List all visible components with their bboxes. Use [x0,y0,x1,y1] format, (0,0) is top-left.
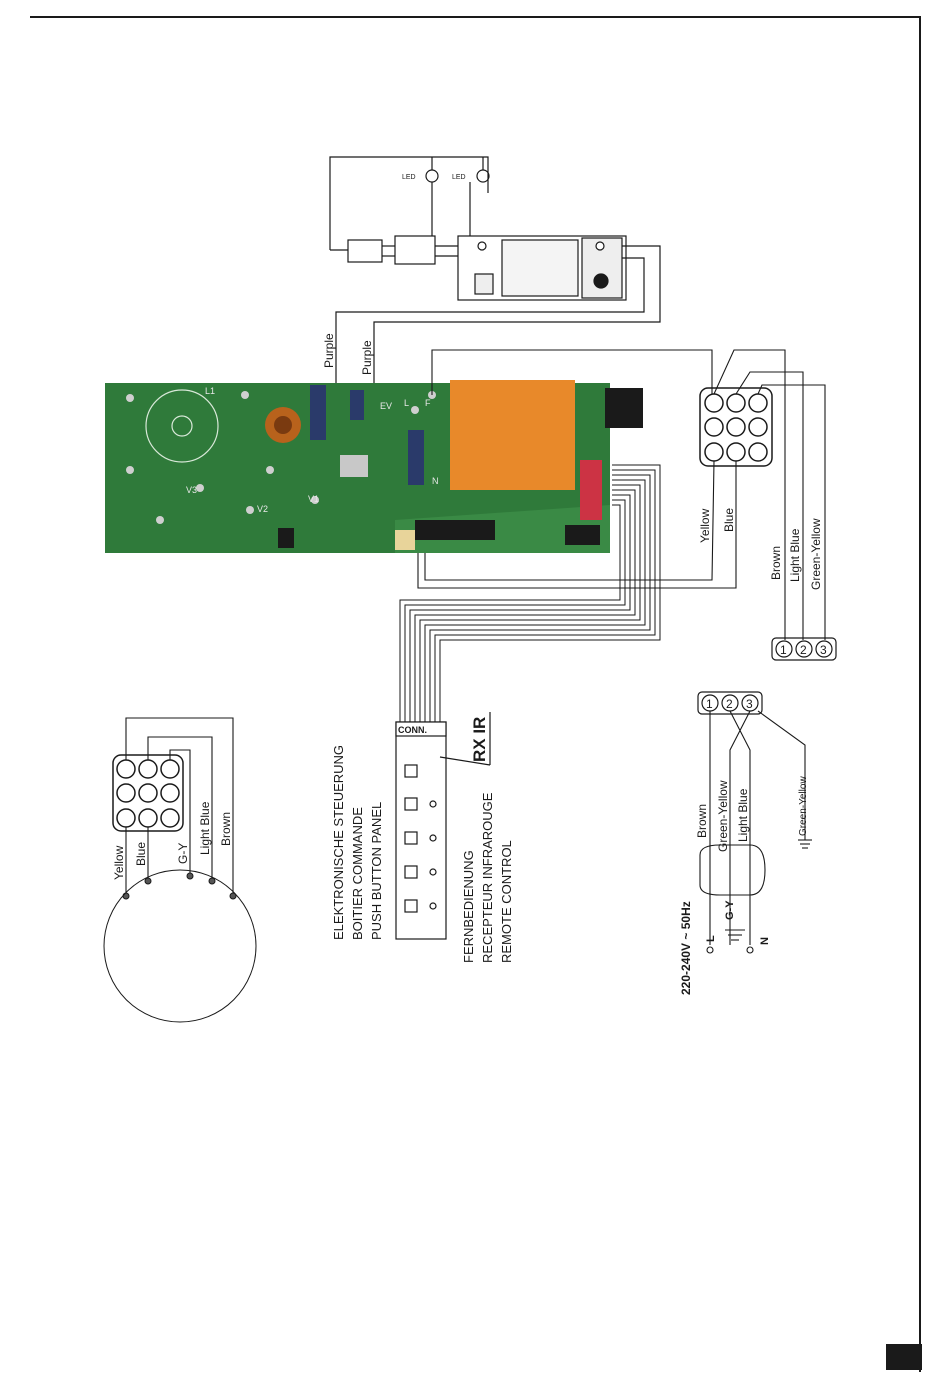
terminal-2: 2 [800,643,807,657]
remote-label-de: FERNBEDIENUNG [461,850,476,963]
supply-label-greenyellow-earth: Green-Yellow [798,776,809,836]
pcb-label-l1: L1 [205,386,216,396]
panel-label-en: PUSH BUTTON PANEL [369,801,384,940]
pcb-label-v3: V3 [186,485,198,495]
terminal-3: 3 [820,643,827,657]
terminal-b3: 3 [746,697,753,711]
remote-label-en: REMOTE CONTROL [499,840,514,963]
label-blue-right: Blue [722,507,736,532]
motor-terminals [123,873,236,899]
supply-voltage: 220-240V ~ 50Hz [679,901,693,995]
purple-label-1: Purple [322,333,336,368]
pcb-label-v1: V1 [308,494,320,504]
motor-label-yellow: Yellow [112,845,126,880]
label-lightblue-right: Light Blue [788,528,802,582]
motor-label-lightblue: Light Blue [198,801,212,855]
motor-label-gy: G-Y [176,842,190,864]
pcb-label-n: N [432,476,439,486]
remote-label-fr: RECEPTEUR INFRAROUGE [480,792,495,963]
page-number-box [886,1344,922,1370]
supply-label-lightblue: Light Blue [736,788,750,842]
supply-terminal-l: L [705,935,717,942]
led-label-1: LED [402,174,416,181]
label-greenyellow-right: Green-Yellow [809,518,823,590]
supply-label-greenyellow: Green-Yellow [716,780,730,852]
terminal-b1: 1 [706,697,713,711]
supply-label-brown: Brown [695,803,709,838]
control-pcb [105,380,643,553]
terminal-b2: 2 [726,697,733,711]
motor-label-blue: Blue [134,841,148,866]
terminal-1: 1 [780,643,787,657]
label-brown-right: Brown [769,545,783,580]
panel-label-fr: BOITIER COMMANDE [350,807,365,940]
panel-label-de: ELEKTRONISCHE STEUERUNG [331,744,346,940]
label-yellow-right: Yellow [698,508,712,543]
motor-label-brown: Brown [219,811,233,846]
led-label-2: LED [452,174,466,181]
pcb-label-l: L [404,398,410,408]
page-border [30,17,920,1372]
pcb-label-ev: EV [380,401,393,411]
motor-connector [113,755,183,831]
motor-wires [126,718,233,895]
connector-9pin-right [700,388,772,466]
pcb-label-v2: V2 [257,504,269,514]
purple-label-2: Purple [360,340,374,375]
supply-terminal-gy: G-Y [724,900,736,920]
rx-ir-label: RX IR [470,716,489,762]
supply-terminal-n: N [759,937,771,945]
conn-label: CONN. [398,725,427,735]
pcb-label-f: F [425,398,431,408]
electronic-transformer [458,236,626,300]
